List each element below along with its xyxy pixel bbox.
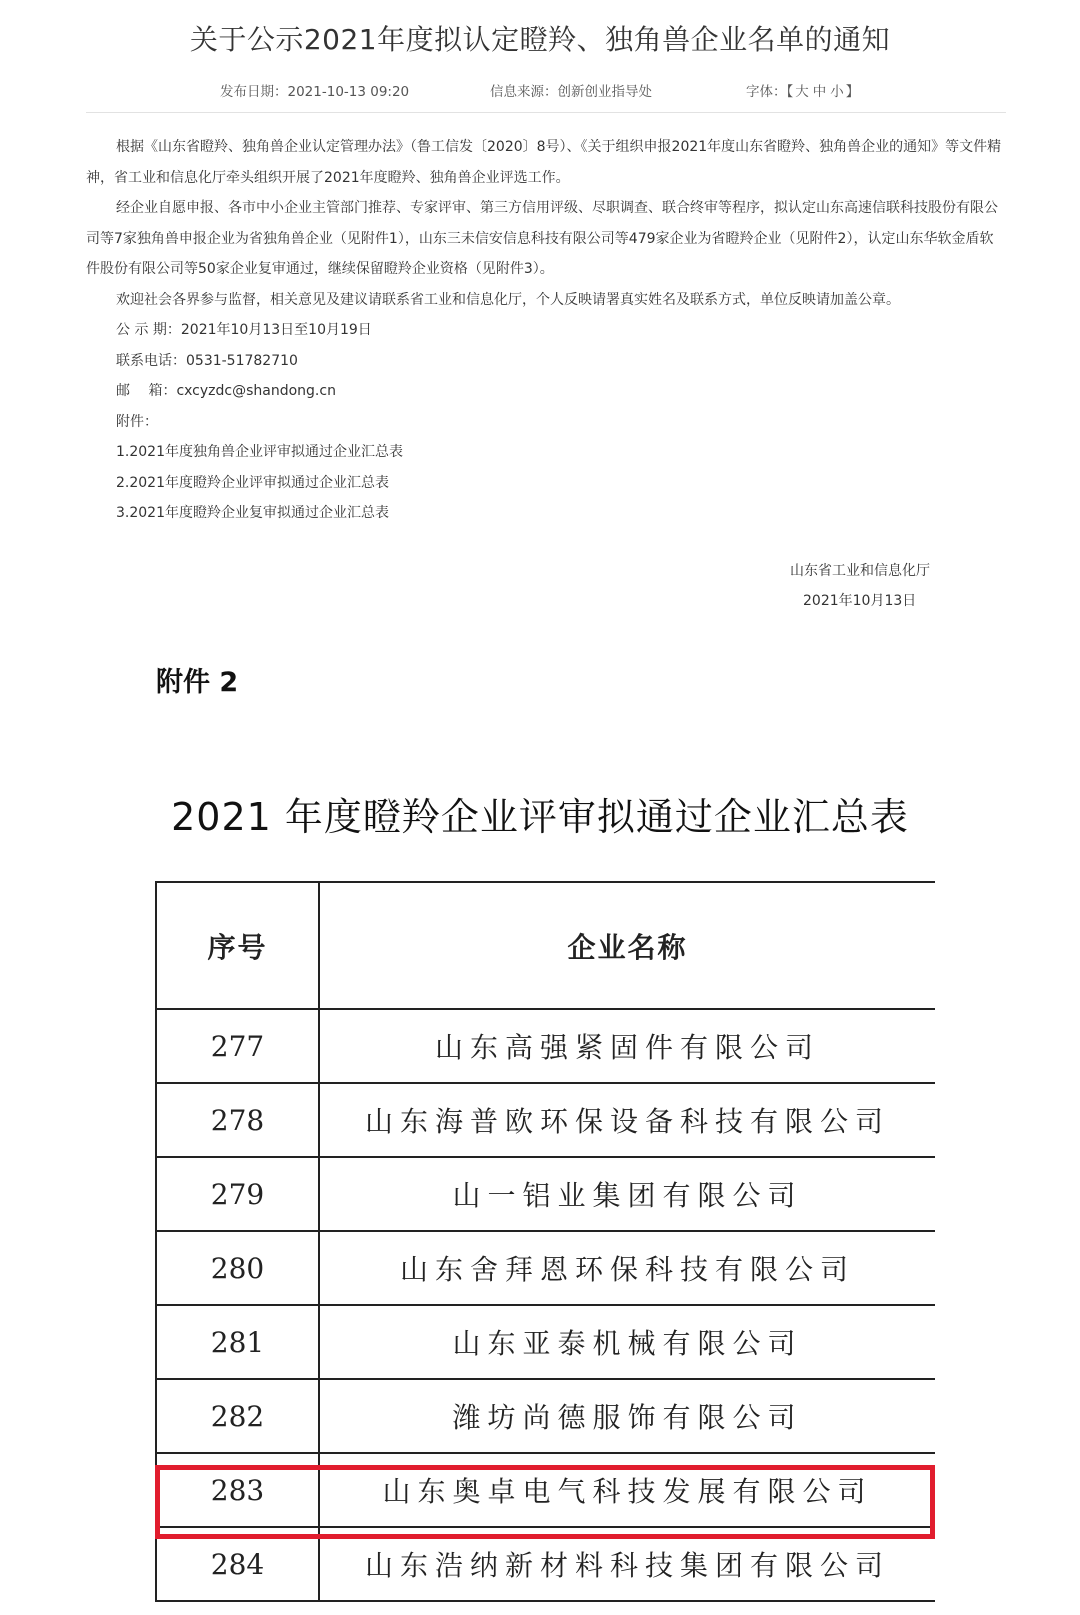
row-company-name: 潍坊尚德服饰有限公司 <box>319 1379 935 1453</box>
table-row-highlighted <box>156 1453 935 1527</box>
signature-org: 山东省工业和信息化厅 <box>790 563 930 579</box>
table-title: 2021 年度瞪羚企业评审拟通过企业汇总表 <box>171 795 909 839</box>
attachment-link-3[interactable]: 3.2021年度瞪羚企业复审拟通过企业汇总表 <box>116 505 389 521</box>
row-company-name: 山东海普欧环保设备科技有限公司 <box>319 1083 935 1157</box>
enterprise-table-wrapper <box>155 881 935 1615</box>
header-divider <box>86 112 1006 113</box>
paragraph-basis: 根据《山东省瞪羚、独角兽企业认定管理办法》（鲁工信发〔2020〕8号）、《关于组织申报2021年度山东省瞪羚、独角兽企业的通知》等文件精神，省工业和信息化厅牵头组织开展了2021年度瞪羚、独角兽企业评选工作。 <box>86 139 1002 186</box>
row-number: 277 <box>156 1009 319 1083</box>
enterprise-table <box>155 881 935 1602</box>
row-number: 283 <box>156 1453 319 1527</box>
attachment-link-2[interactable]: 2.2021年度瞪羚企业评审拟通过企业汇总表 <box>116 474 389 491</box>
attachment-link-1[interactable]: 1.2021年度独角兽企业评审拟通过企业汇总表 <box>116 444 403 460</box>
table-row <box>156 1379 935 1453</box>
table-row <box>156 1527 935 1601</box>
attachments-label: 附件： <box>116 413 158 430</box>
table-row <box>156 1305 935 1379</box>
row-number: 278 <box>156 1083 319 1157</box>
attachment-label: 附件 2 <box>156 667 239 698</box>
table-row <box>156 1009 935 1083</box>
publicity-period: 公 示 期：2021年10月13日至10月19日 <box>116 322 372 338</box>
publish-date: 发布日期：2021-10-13 09:20 <box>220 84 410 100</box>
signature-date: 2021年10月13日 <box>803 593 917 609</box>
row-number: 280 <box>156 1231 319 1305</box>
font-size-label: 字体：【 <box>746 84 794 100</box>
row-company-name: 山东高强紧固件有限公司 <box>319 1009 935 1083</box>
contact-email: 邮 箱：cxcyzdc@shandong.cn <box>116 383 336 399</box>
paragraph-supervision: 欢迎社会各界参与监督，相关意见及建议请联系省工业和信息化厅，个人反映请署真实姓名及联系方式，单位反映请加盖公章。 <box>116 291 900 308</box>
row-company-name: 山东奥卓电气科技发展有限公司 <box>319 1453 935 1527</box>
font-size-medium-link[interactable]: 中 <box>812 84 827 100</box>
row-number: 281 <box>156 1305 319 1379</box>
table-header-row <box>156 882 935 1009</box>
font-size-bracket: 】 <box>845 84 860 100</box>
article-title: 关于公示2021年度拟认定瞪羚、独角兽企业名单的通知 <box>189 23 891 56</box>
row-number: 282 <box>156 1379 319 1453</box>
row-company-name: 山东舍拜恩环保科技有限公司 <box>319 1231 935 1305</box>
table-row <box>156 1231 935 1305</box>
row-number: 279 <box>156 1157 319 1231</box>
table-row <box>156 1083 935 1157</box>
row-company-name: 山东亚泰机械有限公司 <box>319 1305 935 1379</box>
font-size-large-link[interactable]: 大 <box>795 84 809 100</box>
row-company-name: 山一铝业集团有限公司 <box>319 1157 935 1231</box>
row-number: 284 <box>156 1527 319 1601</box>
font-size-selector <box>746 80 859 100</box>
column-header-number: 序号 <box>156 882 319 1009</box>
article-meta-bar <box>86 80 1006 112</box>
paragraph-process: 经企业自愿申报、各市中小企业主管部门推荐、专家评审、第三方信用评级、尽职调查、联合终审等程序，拟认定山东高速信联科技股份有限公司等7家独角兽申报企业为省独角兽企业（见附件1），山东三未信安信息科技有限公司等479家企业为省瞪羚企业（见附件2），认定山东华软金盾软件股份有限公司等50家企业复审通过，继续保留瞪羚企业资格（见附件3）。 <box>86 200 998 277</box>
font-size-small-link[interactable]: 小 <box>830 84 844 100</box>
contact-phone: 联系电话：0531-51782710 <box>116 352 298 369</box>
table-row <box>156 1157 935 1231</box>
column-header-name: 企业名称 <box>319 882 935 1009</box>
info-source: 信息来源：创新创业指导处 <box>490 84 652 100</box>
row-company-name: 山东浩纳新材料科技集团有限公司 <box>319 1527 935 1601</box>
article-body <box>86 132 1006 529</box>
